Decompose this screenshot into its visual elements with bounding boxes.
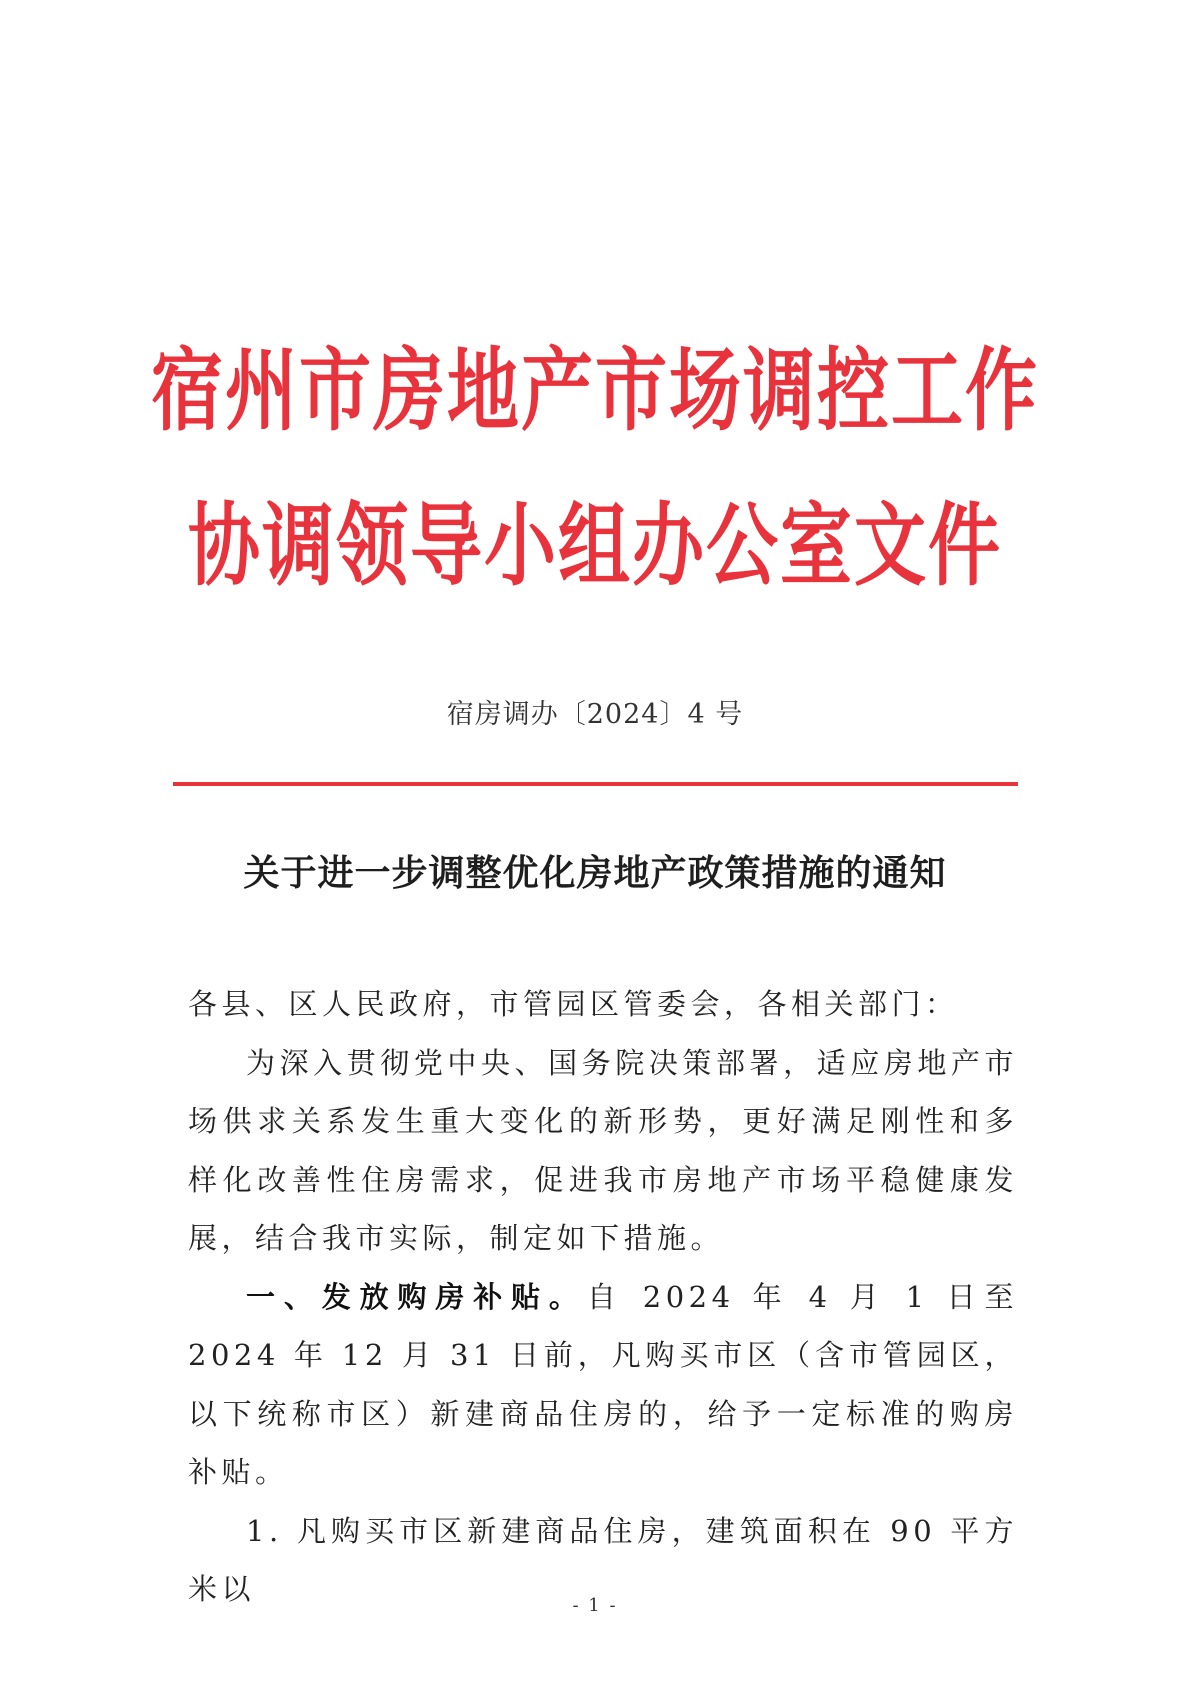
page-number: - 1 - xyxy=(572,1595,618,1616)
masthead-line-2: 协调领导小组办公室文件 xyxy=(187,491,1002,598)
red-divider-line xyxy=(173,782,1018,786)
section-1-text: 自 2024 年 4 月 1 日至 2024 年 12 月 31 日前，凡购买市区（含市管园区，以下统称市区）新建商品住房的，给予一定标准的购房补贴。 xyxy=(188,1279,1018,1489)
document-title: 关于进一步调整优化房地产政策措施的通知 xyxy=(243,852,947,894)
section-1-paragraph xyxy=(188,1268,1018,1502)
masthead-line-1: 宿州市房地产市场调控工作 xyxy=(150,336,1039,443)
section-1-heading: 一、发放购房补贴。 xyxy=(246,1279,587,1314)
salutation: 各县、区人民政府，市管园区管委会，各相关部门： xyxy=(188,987,959,1021)
document-body xyxy=(188,975,1018,1619)
item-1-paragraph: 1. 凡购买市区新建商品住房，建筑面积在 90 平方米以 xyxy=(188,1513,1018,1606)
intro-paragraph: 为深入贯彻党中央、国务院决策部署，适应房地产市场供求关系发生重大变化的新形势，更好满足刚性和多样化改善性住房需求，促进我市房地产市场平稳健康发展，结合我市实际，制定如下措施。 xyxy=(188,1045,1018,1255)
document-number: 宿房调办〔2024〕4 号 xyxy=(446,699,744,730)
